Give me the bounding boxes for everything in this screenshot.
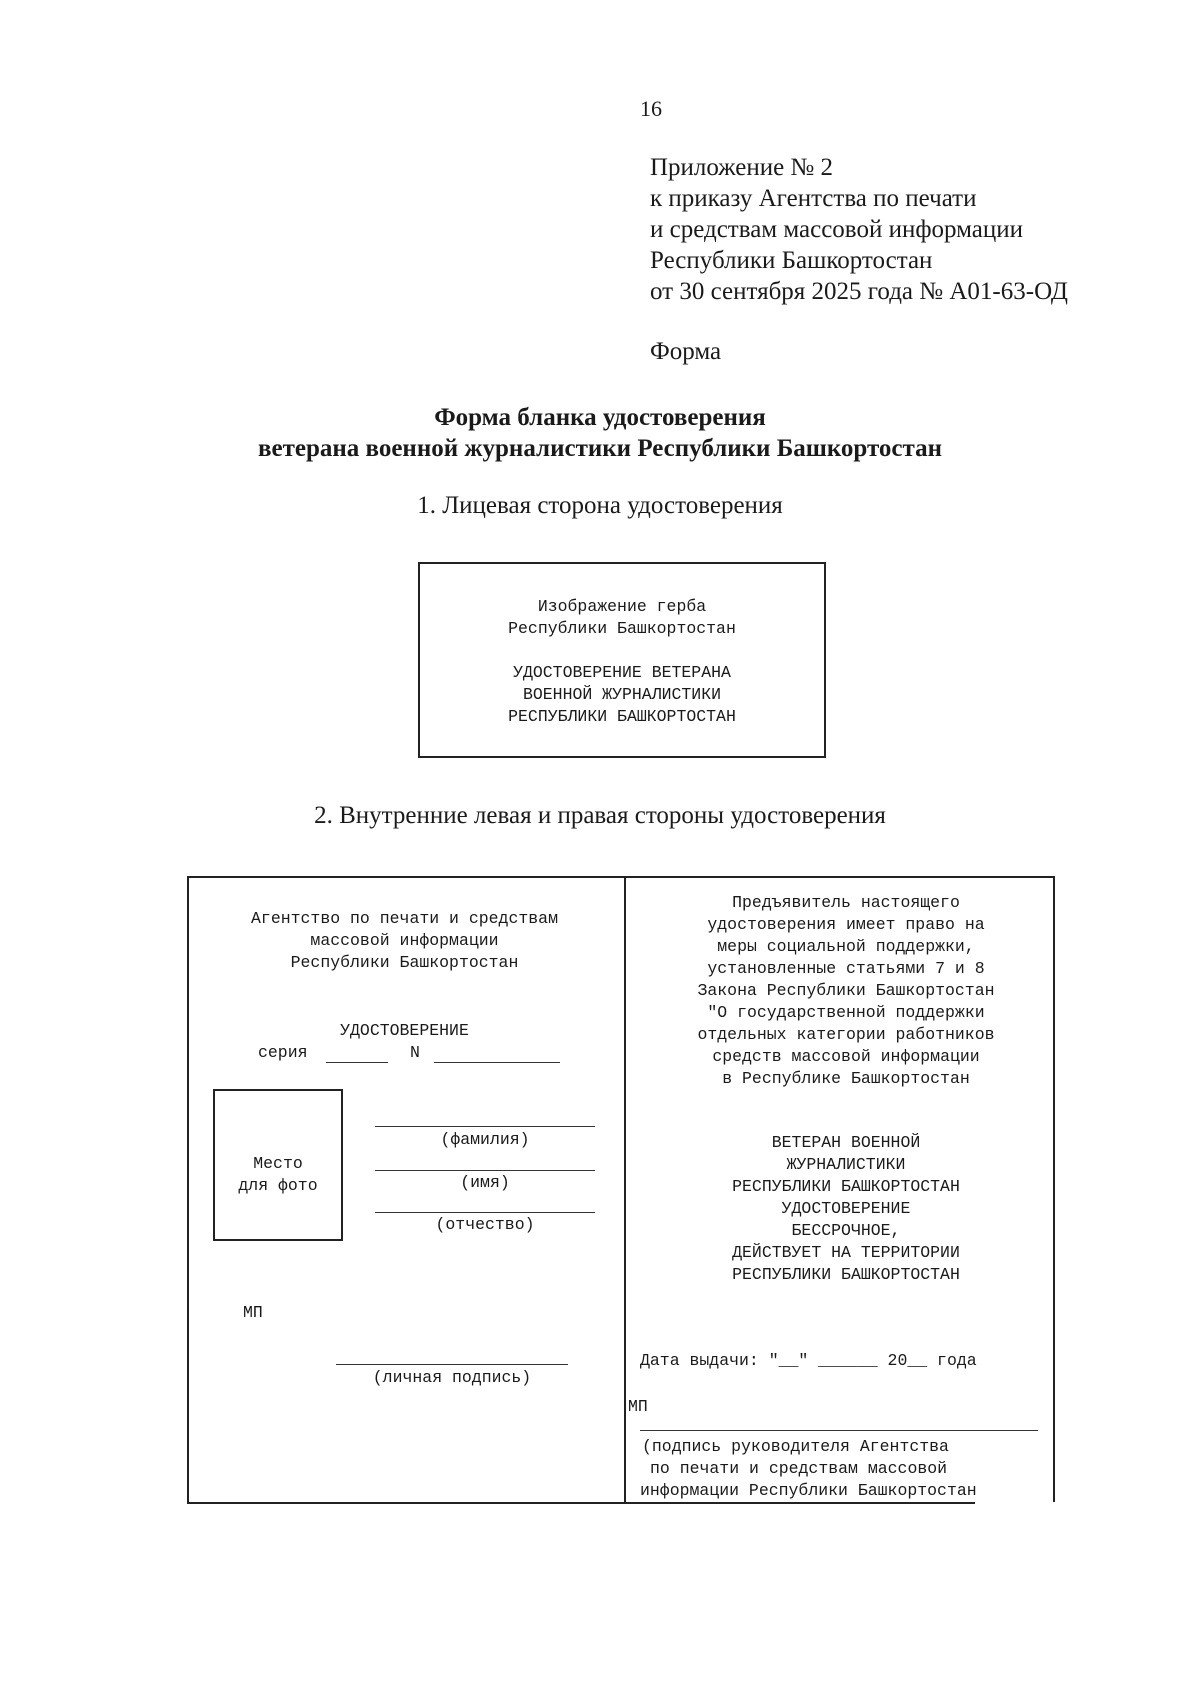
appendix-line: Республики Башкортостан	[650, 247, 933, 274]
name-caption: (имя)	[460, 1173, 510, 1192]
status-line-4: УДОСТОВЕРЕНИЕ	[781, 1199, 911, 1218]
head-signature-line	[640, 1430, 1038, 1431]
rights-line-7: отдельных категории работников	[697, 1025, 995, 1044]
number-label: N	[410, 1043, 420, 1062]
rights-line-1: Предъявитель настоящего	[732, 893, 960, 912]
surname-caption: (фамилия)	[440, 1130, 530, 1149]
photo-placeholder	[213, 1089, 343, 1241]
right-stamp-label: МП	[628, 1397, 648, 1416]
status-line-3: РЕСПУБЛИКИ БАШКОРТОСТАН	[732, 1177, 960, 1196]
page-number: 16	[640, 96, 662, 121]
title-line-1: Форма бланка удостоверения	[434, 404, 766, 431]
section1-heading: 1. Лицевая сторона удостоверения	[417, 492, 783, 519]
left-doc-title: УДОСТОВЕРЕНИЕ	[340, 1021, 469, 1040]
front-title-line-3: РЕСПУБЛИКИ БАШКОРТОСТАН	[508, 707, 736, 726]
inner-bottom-border	[187, 1502, 975, 1504]
photo-label-line-1: Место	[253, 1154, 303, 1173]
front-title-line-2: ВОЕННОЙ ЖУРНАЛИСТИКИ	[522, 685, 722, 704]
head-signature-line-1: (подпись руководителя Агентства	[642, 1437, 949, 1456]
title-line-2: ветерана военной журналистики Республики Башкортостан	[257, 435, 943, 462]
head-signature-line-3: информации Республики Башкортостан	[640, 1481, 977, 1500]
left-agency-line-1: Агентство по печати и средствам	[251, 909, 558, 928]
rights-line-6: "О государственной поддержки	[707, 1003, 985, 1022]
status-line-2: ЖУРНАЛИСТИКИ	[786, 1155, 906, 1174]
issue-date: Дата выдачи: "__" ______ 20__ года	[640, 1351, 977, 1370]
number-blank	[434, 1062, 560, 1063]
rights-line-9: в Республике Башкортостан	[722, 1069, 970, 1088]
surname-line	[375, 1126, 595, 1127]
rights-line-4: установленные статьями 7 и 8	[707, 959, 985, 978]
front-coat-line-1: Изображение герба	[537, 597, 707, 616]
front-title-line-1: УДОСТОВЕРЕНИЕ ВЕТЕРАНА	[513, 663, 731, 682]
document-title	[0, 402, 1200, 464]
form-label: Форма	[650, 338, 722, 365]
rights-line-2: удостоверения имеет право на	[707, 915, 985, 934]
rights-line-3: меры социальной поддержки,	[717, 937, 975, 956]
patronymic-caption: (отчество)	[435, 1215, 535, 1234]
series-label: серия	[258, 1043, 308, 1062]
status-line-6: ДЕЙСТВУЕТ НА ТЕРРИТОРИИ	[732, 1243, 960, 1262]
rights-line-8: средств массовой информации	[712, 1047, 980, 1066]
left-stamp-label: МП	[243, 1303, 263, 1322]
appendix-line: от 30 сентября 2025 года № А01-63-ОД	[650, 278, 1068, 305]
status-line-7: РЕСПУБЛИКИ БАШКОРТОСТАН	[732, 1265, 960, 1284]
name-line	[375, 1170, 595, 1171]
personal-signature-line	[336, 1364, 568, 1365]
series-blank	[326, 1062, 388, 1063]
front-side-box	[418, 562, 826, 758]
left-agency-line-3: Республики Башкортостан	[290, 953, 519, 972]
status-line-5: БЕССРОЧНОЕ,	[791, 1221, 901, 1240]
appendix-line: и средствам массовой информации	[650, 216, 1024, 243]
photo-label-line-2: для фото	[238, 1176, 318, 1195]
left-agency-line-2: массовой информации	[310, 931, 499, 950]
appendix-block	[650, 152, 1068, 307]
patronymic-line	[375, 1212, 595, 1213]
appendix-line: к приказу Агентства по печати	[650, 185, 977, 212]
front-coat-line-2: Республики Башкортостан	[508, 619, 736, 638]
personal-signature-caption: (личная подпись)	[372, 1368, 532, 1387]
head-signature-line-2: по печати и средствам массовой	[650, 1459, 948, 1478]
section2-heading: 2. Внутренние левая и правая стороны удостоверения	[314, 802, 886, 829]
rights-line-5: Закона Республики Башкортостан	[697, 981, 995, 1000]
inner-divider	[624, 878, 626, 1504]
status-line-1: ВЕТЕРАН ВОЕННОЙ	[771, 1133, 921, 1152]
appendix-line: Приложение № 2	[650, 154, 834, 181]
